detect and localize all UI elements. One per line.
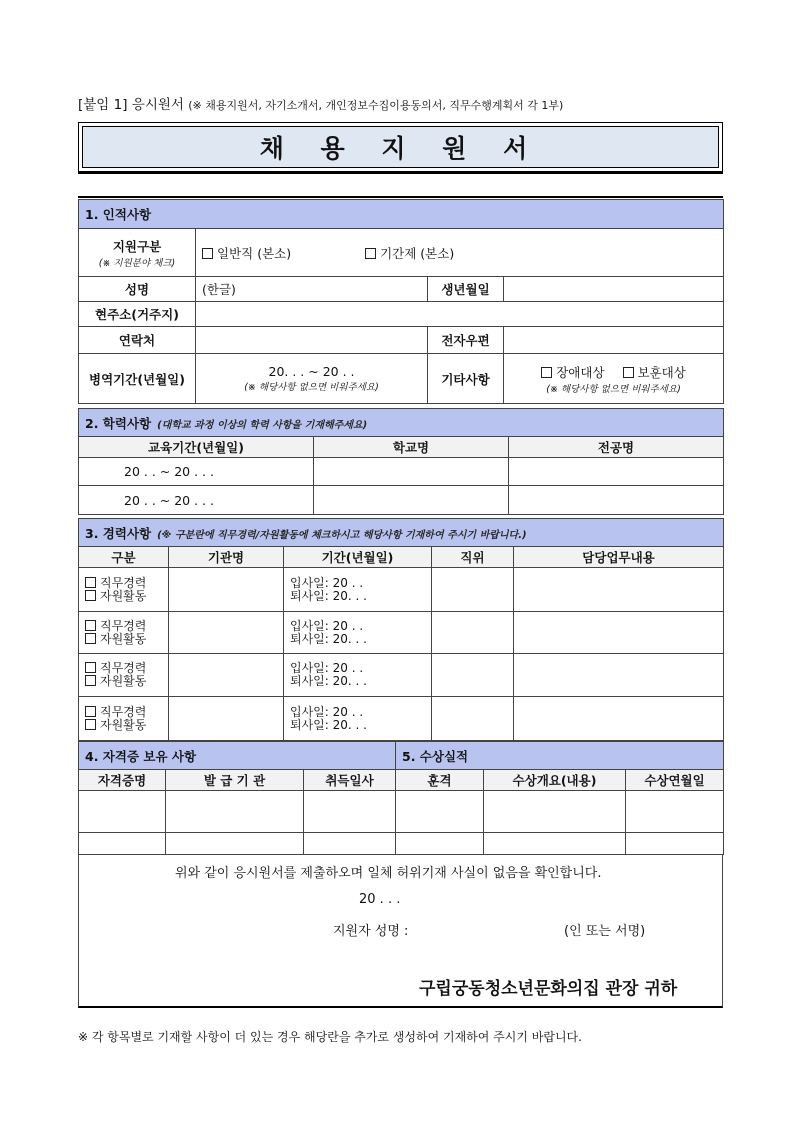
option-general-label: 일반직 (본소) bbox=[217, 245, 292, 261]
cert-name-field[interactable] bbox=[79, 833, 166, 855]
table-row bbox=[79, 486, 724, 515]
career-type-cell bbox=[79, 612, 169, 654]
education-header-school: 학교명 bbox=[314, 437, 509, 458]
cert-name-field[interactable] bbox=[79, 791, 166, 833]
option-volunteer[interactable] bbox=[85, 633, 162, 646]
cert-header-date: 취득일사 bbox=[304, 770, 396, 791]
other-label: 기타사항 bbox=[428, 354, 504, 404]
option-volunteer-label: 자원활동 bbox=[100, 631, 147, 646]
school-field[interactable] bbox=[314, 458, 509, 486]
start-date: 입사일: 20 . . bbox=[290, 661, 364, 675]
end-date: 퇴사일: 20. . . bbox=[290, 631, 367, 646]
form-top-border bbox=[78, 196, 723, 198]
birth-label: 생년월일 bbox=[428, 277, 504, 302]
duties-field[interactable] bbox=[514, 697, 724, 741]
checkbox-job-career[interactable] bbox=[85, 577, 96, 588]
declaration-date[interactable]: 20 . . . bbox=[359, 892, 401, 907]
start-date: 입사일: 20 . . bbox=[290, 704, 364, 719]
education-section-header bbox=[79, 409, 724, 437]
recipient: 구립궁동청소년문화의집 관장 귀하 bbox=[419, 979, 678, 999]
award-summary-field[interactable] bbox=[484, 791, 626, 833]
position-field[interactable] bbox=[432, 612, 514, 654]
signer-label: 지원자 성명 : bbox=[333, 924, 409, 939]
option-job-career-label: 직무경력 bbox=[100, 618, 147, 633]
option-veteran-label: 보훈대상 bbox=[637, 364, 686, 380]
option-contract[interactable] bbox=[365, 246, 454, 261]
table-row bbox=[79, 458, 724, 486]
duties-field[interactable] bbox=[514, 612, 724, 654]
email-field[interactable] bbox=[504, 327, 724, 354]
cert-date-field[interactable] bbox=[304, 833, 396, 855]
address-label: 현주소(거주지) bbox=[79, 302, 196, 327]
table-row bbox=[79, 697, 724, 741]
career-type-cell bbox=[79, 654, 169, 697]
career-header-org: 기관명 bbox=[169, 547, 284, 568]
option-volunteer-label: 자원활동 bbox=[100, 717, 147, 732]
name-field[interactable]: (한글) bbox=[196, 277, 428, 302]
option-veteran[interactable] bbox=[623, 365, 686, 380]
awards-header-grade: 훈격 bbox=[396, 770, 484, 791]
title-divider bbox=[78, 172, 723, 174]
position-field[interactable] bbox=[432, 568, 514, 612]
cert-issuer-field[interactable] bbox=[166, 833, 304, 855]
option-general[interactable] bbox=[202, 246, 291, 261]
career-section-header bbox=[79, 519, 724, 547]
checkbox-veteran[interactable] bbox=[623, 367, 634, 378]
cert-section-header: 4. 자격증 보유 사항 bbox=[79, 742, 396, 770]
option-disabled-label: 장애대상 bbox=[556, 364, 605, 380]
apply-type-label: 지원구분 bbox=[112, 238, 162, 254]
award-grade-field[interactable] bbox=[396, 833, 484, 855]
apply-type-hint: (※ 지원분야 체크) bbox=[98, 257, 176, 269]
contact-label: 연락처 bbox=[79, 327, 196, 354]
cert-header-name: 자격증명 bbox=[79, 770, 166, 791]
education-table bbox=[78, 408, 724, 515]
career-period-field[interactable] bbox=[284, 697, 432, 741]
education-header-period: 교육기간(년월일) bbox=[79, 437, 314, 458]
military-field[interactable] bbox=[196, 354, 428, 404]
option-disabled[interactable] bbox=[541, 365, 604, 380]
career-period-field[interactable] bbox=[284, 612, 432, 654]
career-table bbox=[78, 518, 724, 741]
other-field bbox=[504, 354, 724, 404]
start-date: 입사일: 20 . . bbox=[290, 575, 364, 590]
education-period-field[interactable]: 20 . . ~ 20 . . . bbox=[79, 458, 314, 486]
checkbox-job-career[interactable] bbox=[85, 662, 96, 673]
other-hint: (※ 해당사항 없으면 비워주세요) bbox=[546, 383, 681, 395]
contact-field[interactable] bbox=[196, 327, 428, 354]
cert-issuer-field[interactable] bbox=[166, 791, 304, 833]
career-section-hint: (※ 구분란에 직무경력/자원활동에 체크하시고 해당사항 기재하여 주시기 바랍니다.) bbox=[157, 529, 527, 541]
personal-info-table bbox=[78, 199, 724, 404]
address-field[interactable] bbox=[196, 302, 724, 327]
career-section-title: 3. 경력사항 bbox=[85, 525, 152, 541]
apply-type-label-cell bbox=[79, 229, 196, 277]
military-hint: (※ 해당사항 없으면 비워주세요) bbox=[244, 382, 379, 393]
award-date-field[interactable] bbox=[626, 791, 724, 833]
military-label: 병역기간(년월일) bbox=[79, 354, 196, 404]
start-date: 입사일: 20 . . bbox=[290, 618, 364, 633]
form-title: 채 용 지 원 서 bbox=[82, 126, 719, 168]
title-frame bbox=[78, 122, 723, 172]
org-field[interactable] bbox=[169, 612, 284, 654]
career-header-duties: 담당업무내용 bbox=[514, 547, 724, 568]
career-header-position: 직위 bbox=[432, 547, 514, 568]
option-job-career-label: 직무경력 bbox=[100, 575, 147, 590]
org-field[interactable] bbox=[169, 568, 284, 612]
award-date-field[interactable] bbox=[626, 833, 724, 855]
career-type-cell bbox=[79, 697, 169, 741]
checkbox-disabled[interactable] bbox=[541, 367, 552, 378]
name-label: 성명 bbox=[79, 277, 196, 302]
end-date: 퇴사일: 20. . . bbox=[290, 588, 367, 603]
education-header-major: 전공명 bbox=[509, 437, 724, 458]
military-value: 20. . . ~ 20 . . bbox=[268, 364, 355, 379]
major-field[interactable] bbox=[509, 486, 724, 515]
table-row bbox=[79, 791, 724, 833]
checkbox-job-career[interactable] bbox=[85, 706, 96, 717]
position-field[interactable] bbox=[432, 697, 514, 741]
school-field[interactable] bbox=[314, 486, 509, 515]
career-period-field[interactable] bbox=[284, 568, 432, 612]
attachment-note: (※ 채용지원서, 자기소개서, 개인정보수집이용동의서, 직무수행계획서 각 1부) bbox=[188, 99, 564, 112]
cert-date-field[interactable] bbox=[304, 791, 396, 833]
end-date: 퇴사일: 20. . . bbox=[290, 717, 367, 732]
option-job-career-label: 직무경력 bbox=[100, 704, 147, 719]
award-summary-field[interactable] bbox=[484, 833, 626, 855]
org-field[interactable] bbox=[169, 654, 284, 697]
option-volunteer[interactable] bbox=[85, 719, 162, 732]
checkbox-volunteer[interactable] bbox=[85, 633, 96, 644]
option-volunteer[interactable] bbox=[85, 590, 162, 603]
career-type-cell bbox=[79, 568, 169, 612]
option-job-career-label: 직무경력 bbox=[100, 661, 147, 675]
education-period-field[interactable]: 20 . . ~ 20 . . . bbox=[79, 486, 314, 515]
education-section-hint: (대학교 과정 이상의 학력 사항을 기재해주세요) bbox=[157, 419, 368, 431]
personal-section-header: 1. 인적사항 bbox=[79, 200, 724, 229]
cert-header-issuer: 발 급 기 관 bbox=[166, 770, 304, 791]
awards-section-header: 5. 수상실적 bbox=[396, 742, 724, 770]
table-row bbox=[79, 654, 724, 697]
checkbox-contract[interactable] bbox=[365, 248, 376, 259]
attachment-label: [붙임 1] 응시원서 bbox=[78, 97, 184, 113]
table-row bbox=[79, 612, 724, 654]
declaration-block bbox=[78, 854, 723, 1008]
career-period-field[interactable] bbox=[284, 654, 432, 697]
option-volunteer-label: 자원활동 bbox=[100, 674, 147, 688]
checkbox-volunteer[interactable] bbox=[85, 675, 96, 686]
checkbox-volunteer[interactable] bbox=[85, 719, 96, 730]
table-row bbox=[79, 833, 724, 855]
footer-note: ※ 각 항목별로 기재할 사항이 더 있는 경우 해당란을 추가로 생성하여 기재하여 주시기 바랍니다. bbox=[78, 1030, 582, 1044]
career-header-type: 구분 bbox=[79, 547, 169, 568]
checkbox-general[interactable] bbox=[202, 248, 213, 259]
birth-field[interactable] bbox=[504, 277, 724, 302]
seal-label[interactable]: (인 또는 서명) bbox=[564, 924, 646, 939]
awards-header-date: 수상연월일 bbox=[626, 770, 724, 791]
position-field[interactable] bbox=[432, 654, 514, 697]
checkbox-volunteer[interactable] bbox=[85, 590, 96, 601]
email-label: 전자우편 bbox=[428, 327, 504, 354]
career-header-period: 기간(년월일) bbox=[284, 547, 432, 568]
awards-header-summary: 수상개요(내용) bbox=[484, 770, 626, 791]
option-contract-label: 기간제 (본소) bbox=[380, 245, 455, 261]
cert-awards-table bbox=[78, 741, 724, 855]
attachment-line bbox=[78, 93, 563, 113]
end-date: 퇴사일: 20. . . bbox=[290, 674, 367, 688]
checkbox-job-career[interactable] bbox=[85, 620, 96, 631]
education-section-title: 2. 학력사항 bbox=[85, 415, 152, 431]
declaration-statement: 위와 같이 응시원서를 제출하오며 일체 허위기재 사실이 없음을 확인합니다. bbox=[175, 866, 602, 881]
award-grade-field[interactable] bbox=[396, 791, 484, 833]
duties-field[interactable] bbox=[514, 568, 724, 612]
option-volunteer-label: 자원활동 bbox=[100, 588, 147, 603]
option-volunteer[interactable] bbox=[85, 675, 162, 688]
org-field[interactable] bbox=[169, 697, 284, 741]
duties-field[interactable] bbox=[514, 654, 724, 697]
table-row bbox=[79, 568, 724, 612]
apply-type-options bbox=[196, 229, 724, 277]
major-field[interactable] bbox=[509, 458, 724, 486]
